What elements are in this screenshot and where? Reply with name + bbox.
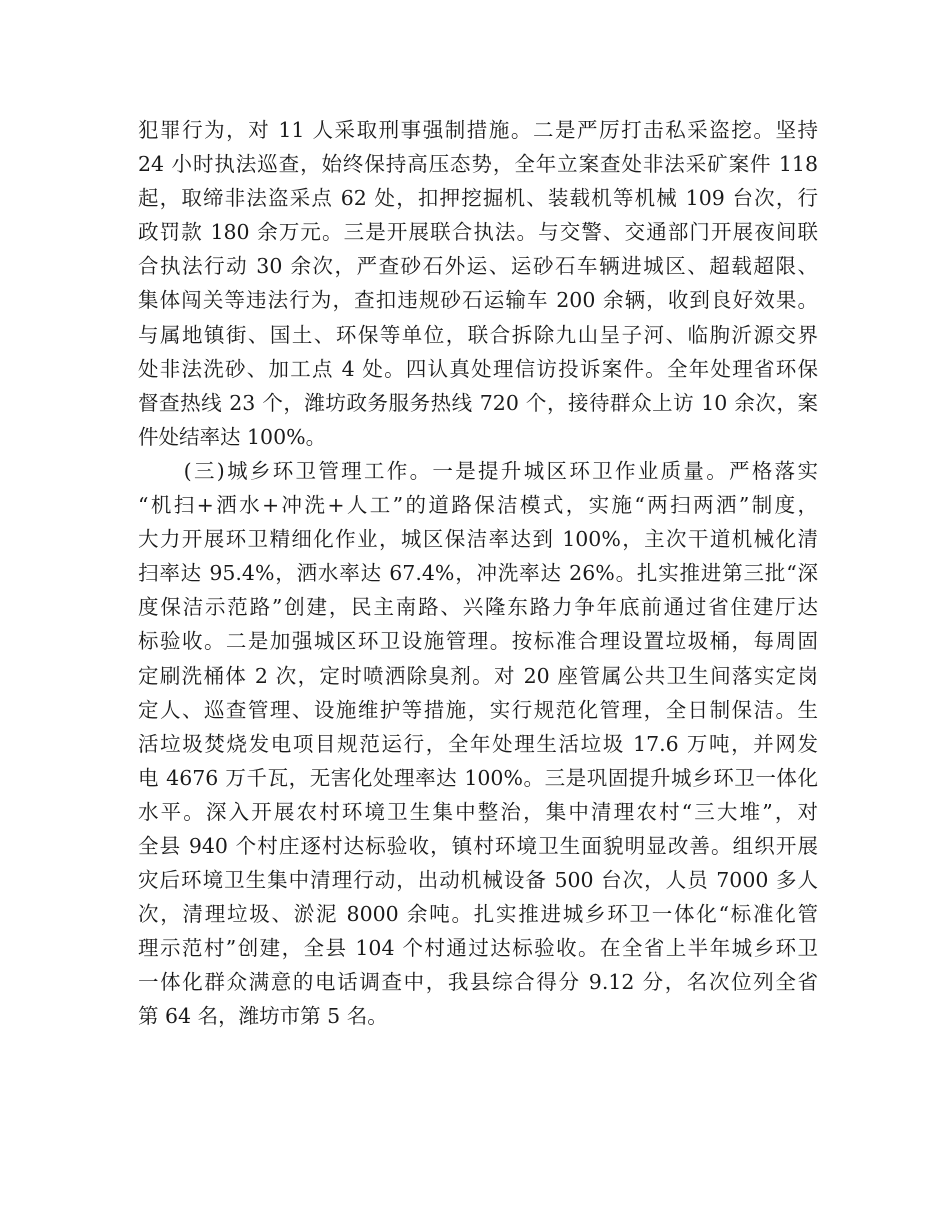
paragraph-2 [138, 454, 818, 1034]
text-line: (三)城乡环卫管理工作。一是提升城区环卫作业质量。严格落实 [138, 458, 818, 483]
text-line: 第 64 名，潍坊市第 5 名。 [138, 1004, 388, 1029]
text-line: 电 4676 万千瓦，无害化处理率达 100%。三是巩固提升城乡环卫一体化 [138, 765, 818, 790]
text-line: 督查热线 23 个，潍坊政务服务热线 720 个，接待群众上访 10 余次，案 [138, 390, 818, 415]
text-line: 起，取缔非法盗采点 62 处，扣押挖掘机、装载机等机械 109 台次，行 [138, 186, 818, 211]
text-line: 活垃圾焚烧发电项目规范运行，全年处理生活垃圾 17.6 万吨，并网发 [138, 731, 818, 756]
text-line: 全县 940 个村庄逐村达标验收，镇村环境卫生面貌明显改善。组织开展 [138, 833, 818, 858]
text-line: 政罚款 180 余万元。三是开展联合执法。与交警、交通部门开展夜间联 [138, 220, 818, 245]
text-line: 与属地镇街、国土、环保等单位，联合拆除九山呈子河、临朐沂源交界 [138, 322, 818, 347]
text-line: 处非法洗砂、加工点 4 处。四认真处理信访投诉案件。全年处理省环保 [138, 356, 818, 381]
text-line: “机扫+洒水+冲洗+人工”的道路保洁模式，实施“两扫两洒”制度， [138, 493, 818, 518]
paragraph-1 [138, 113, 818, 454]
text-line: 水平。深入开展农村环境卫生集中整治，集中清理农村“三大堆”，对 [138, 799, 818, 824]
text-line: 次，清理垃圾、淤泥 8000 余吨。扎实推进城乡环卫一体化“标准化管 [138, 902, 818, 927]
text-line: 件处结率达 100%。 [138, 424, 327, 449]
text-line: 合执法行动 30 余次，严查砂石外运、运砂石车辆进城区、超载超限、 [138, 254, 818, 279]
text-line: 定人、巡查管理、设施维护等措施，实行规范化管理，全日制保洁。生 [138, 697, 818, 722]
text-line: 标验收。二是加强城区环卫设施管理。按标准合理设置垃圾桶，每周固 [138, 629, 818, 654]
text-line: 理示范村”创建，全县 104 个村通过达标验收。在全省上半年城乡环卫 [138, 936, 818, 961]
text-line: 大力开展环卫精细化作业，城区保洁率达到 100%，主次干道机械化清 [138, 527, 818, 552]
text-line: 一体化群众满意的电话调查中，我县综合得分 9.12 分，名次位列全省 [138, 970, 818, 995]
document-body [138, 113, 818, 1034]
text-line: 定刷洗桶体 2 次，定时喷洒除臭剂。对 20 座管属公共卫生间落实定岗 [138, 663, 818, 688]
text-line: 扫率达 95.4%，洒水率达 67.4%，冲洗率达 26%。扎实推进第三批“深 [138, 561, 818, 586]
text-line: 集体闯关等违法行为，查扣违规砂石运输车 200 余辆，收到良好效果。 [138, 288, 818, 313]
text-line: 24 小时执法巡查，始终保持高压态势，全年立案查处非法采矿案件 118 [138, 152, 818, 177]
text-line: 灾后环境卫生集中清理行动，出动机械设备 500 台次，人员 7000 多人 [138, 868, 818, 893]
text-line: 犯罪行为，对 11 人采取刑事强制措施。二是严厉打击私采盗挖。坚持 [138, 118, 818, 142]
text-line: 度保洁示范路”创建，民主南路、兴隆东路力争年底前通过省住建厅达 [138, 595, 818, 620]
